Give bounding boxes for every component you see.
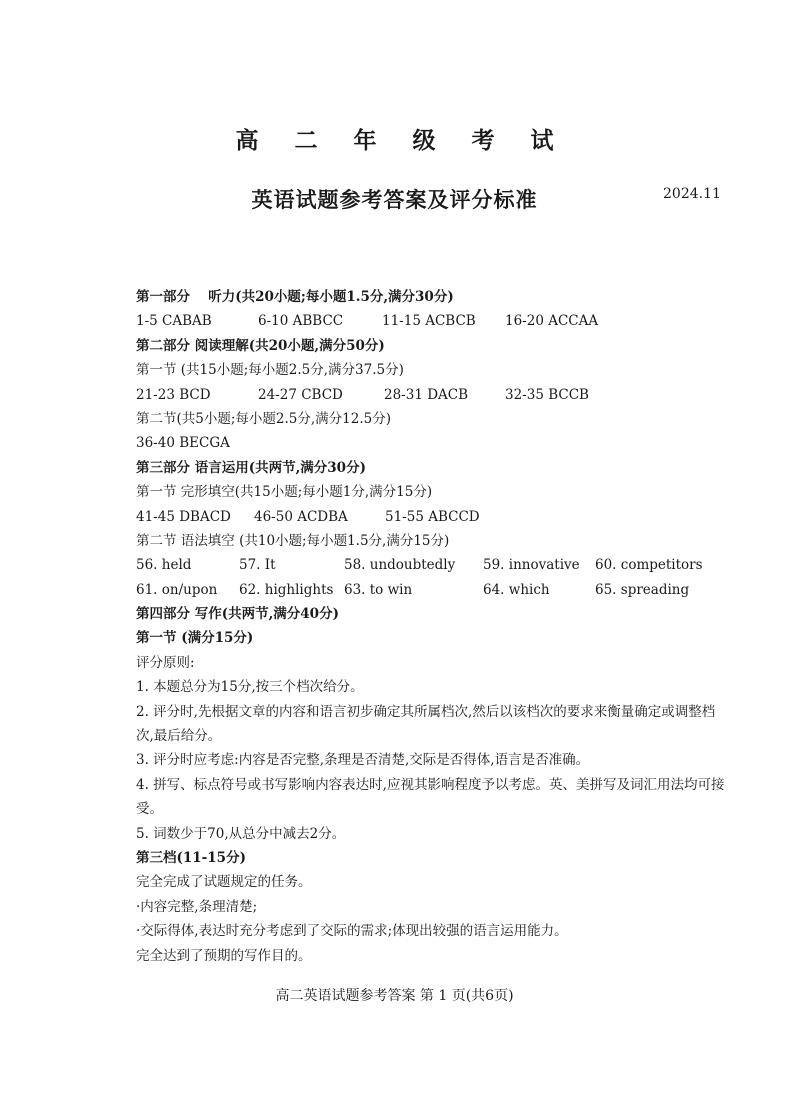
grade3-line-3: ·交际得体,表达时充分考虑到了交际的需求;体现出较强的语言运用能力。 bbox=[136, 923, 568, 940]
part3-sec1-answers-row bbox=[136, 505, 726, 529]
answer-group: 51-55 ABCCD bbox=[385, 508, 480, 525]
answer-group: 21-23 BCD bbox=[136, 386, 211, 403]
exam-title: 高 二 年 级 考 试 bbox=[235, 127, 568, 154]
rule-1: 1. 本题总分为15分,按三个档次给分。 bbox=[136, 679, 364, 696]
answer-group: 32-35 BCCB bbox=[505, 386, 589, 403]
part2-sec2-answers: 36-40 BECGA bbox=[136, 435, 230, 452]
part2-sec1-answers-row bbox=[136, 383, 726, 407]
rule-4: 4. 拼写、标点符号或书写影响内容表达时,应视其影响程度予以考虑。英、美拼写及词汇用法均可接受。 bbox=[136, 776, 725, 818]
answer-group: 11-15 ACBCB bbox=[382, 313, 476, 330]
grade3-line-1: 完全完成了试题规定的任务。 bbox=[136, 874, 312, 891]
answer-group: 24-27 CBCD bbox=[258, 386, 343, 403]
part2-sec1-heading: 第一节 (共15小题;每小题2.5分,满分37.5分) bbox=[136, 362, 404, 379]
grammar-answer: 65. spreading bbox=[595, 581, 690, 598]
part4-heading: 第四部分 写作(共两节,满分40分) bbox=[136, 606, 339, 623]
grammar-answer: 56. held bbox=[136, 557, 192, 574]
answer-group: 1-5 CABAB bbox=[136, 313, 212, 330]
part2-heading: 第二部分 阅读理解(共20小题,满分50分) bbox=[136, 337, 385, 354]
grade3-line-4: 完全达到了预期的写作目的。 bbox=[136, 947, 312, 964]
part4-sec1-heading: 第一节 (满分15分) bbox=[136, 630, 254, 647]
grammar-answer: 62. highlights bbox=[239, 581, 334, 598]
answer-group: 6-10 ABBCC bbox=[258, 313, 344, 330]
principles-label: 评分原则: bbox=[136, 654, 195, 671]
part3-heading: 第三部分 语言运用(共两节,满分30分) bbox=[136, 459, 366, 476]
part1-heading: 第一部分 听力(共20小题;每小题1.5分,满分30分) bbox=[136, 289, 454, 305]
answer-group: 41-45 DBACD bbox=[136, 508, 231, 525]
answer-group: 46-50 ACDBA bbox=[254, 508, 348, 525]
part3-sec2-heading: 第二节 语法填空 (共10小题;每小题1.5分,满分15分) bbox=[136, 532, 450, 549]
part1-answers-row bbox=[136, 309, 726, 333]
part3-sec2-row1 bbox=[136, 553, 726, 577]
grade3-heading: 第三档(11-15分) bbox=[136, 850, 246, 867]
part3-sec1-heading: 第一节 完形填空(共15小题;每小题1分,满分15分) bbox=[136, 484, 433, 501]
page-footer: 高二英语试题参考答案 第 1 页(共6页) bbox=[275, 988, 514, 1004]
part2-sec2-heading: 第二节(共5小题;每小题2.5分,满分12.5分) bbox=[136, 410, 391, 427]
answer-group: 28-31 DACB bbox=[384, 386, 469, 403]
rule-5: 5. 词数少于70,从总分中减去2分。 bbox=[136, 825, 346, 842]
grade3-line-2: ·内容完整,条理清楚; bbox=[136, 898, 258, 915]
grammar-answer: 57. It bbox=[239, 557, 276, 574]
document-subtitle: 英语试题参考答案及评分标准 bbox=[251, 187, 538, 212]
part3-sec2-row2 bbox=[136, 578, 726, 602]
rule-2: 2. 评分时,先根据文章的内容和语言初步确定其所属档次,然后以该档次的要求来衡量确定或调整档次,最后给分。 bbox=[136, 703, 716, 745]
answer-content bbox=[136, 285, 726, 968]
grammar-answer: 61. on/upon bbox=[136, 581, 218, 598]
grammar-answer: 58. undoubtedly bbox=[344, 557, 456, 574]
grammar-answer: 64. which bbox=[483, 581, 550, 598]
rule-3: 3. 评分时应考虑:内容是否完整,条理是否清楚,交际是否得体,语言是否准确。 bbox=[136, 752, 590, 769]
grammar-answer: 63. to win bbox=[344, 581, 413, 598]
grammar-answer: 60. competitors bbox=[595, 557, 703, 574]
answer-group: 16-20 ACCAA bbox=[505, 313, 599, 330]
grammar-answer: 59. innovative bbox=[483, 557, 580, 574]
document-date: 2024.11 bbox=[663, 186, 721, 202]
